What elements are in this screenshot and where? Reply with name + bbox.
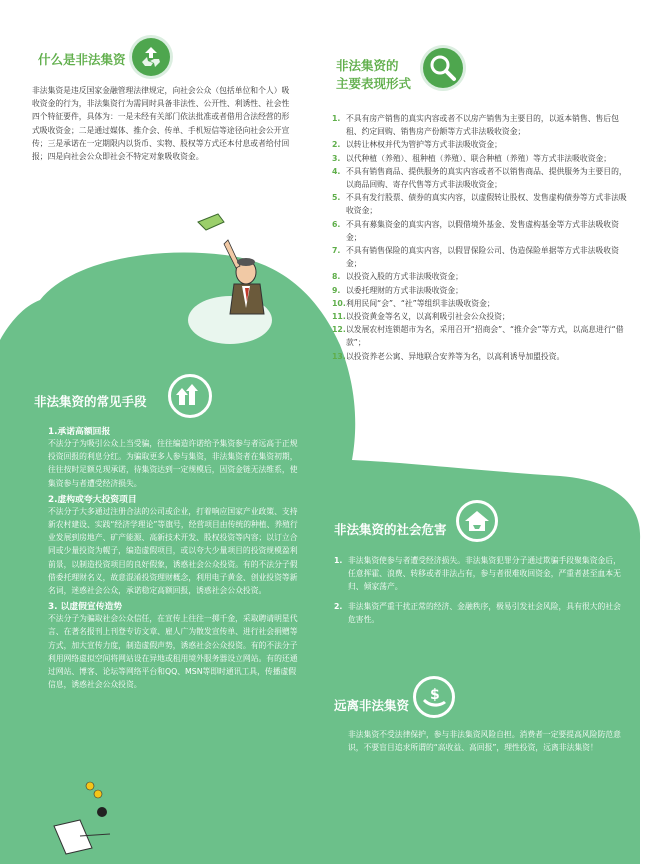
recycle-icon xyxy=(132,38,170,76)
list-item-number: 1. xyxy=(332,114,341,123)
section-methods xyxy=(34,392,302,691)
dollar-hand-icon xyxy=(413,676,455,718)
list-item-text: 利用民间“会”、“社”等组织非法吸收资金； xyxy=(346,298,495,308)
section2-title-line2: 主要表现形式 xyxy=(336,76,412,91)
list-item xyxy=(332,297,632,310)
list-item-number: 4. xyxy=(332,166,341,176)
section5-body: 非法集资不受法律保护，参与非法集资风险自担。消费者一定要提高风险防范意识，不要盲目追求所谓的“高收益、高回报”，理性投资，远离非法集资！ xyxy=(348,730,621,753)
list-item-text: 非法集资使参与者遭受经济损失。非法集资犯罪分子通过欺骗手段聚集资金后，任意挥霍、浪费、转移或者非法占有，参与者很难收回资金，严重者甚至血本无归、倾家荡产。 xyxy=(348,556,621,592)
magnifier-icon xyxy=(423,48,463,88)
falling-man-illustration xyxy=(188,210,274,330)
list-item-number: 12. xyxy=(332,325,346,335)
list-item-text: 不具有募集资金的真实内容，以假借境外基金、发售虚构基金等方式非法吸收资金； xyxy=(346,219,619,242)
coins-laptop-illustration xyxy=(40,776,150,856)
list-item-text: 以委托理财的方式非法吸收资金； xyxy=(346,285,463,295)
list-item xyxy=(332,270,632,283)
list-item-text: 以投资入股的方式非法吸收资金； xyxy=(346,272,463,282)
list-item-number: 6. xyxy=(332,219,341,229)
method3-subtitle: 3. 以虚假宣传造势 xyxy=(48,602,123,613)
arrows-up-icon xyxy=(168,374,212,418)
method1-body: 不法分子为吸引公众上当受骗，往往编造许诺给予集资参与者远高于正规投资回报的利息分红。为骗取更多人参与集资，非法集资者在集资初期，往往按时足额兑现承诺，待集资达到一定规模后，因资金链无法维系，使集资参与者遭受经济损失。 xyxy=(48,439,298,488)
list-item xyxy=(334,554,624,594)
section4-title: 非法集资的社会危害 xyxy=(334,522,447,537)
list-item-number: 2. xyxy=(332,140,341,150)
list-item-text: 以发展农村连锁超市为名，采用召开“招商会”、“推介会”等方式，以高息进行“借款”； xyxy=(346,325,624,348)
method2-subtitle: 2.虚构或夸大投资项目 xyxy=(48,494,137,505)
svg-text:$: $ xyxy=(430,687,440,703)
list-item-number: 9. xyxy=(332,285,341,295)
list-item-text: 以转让林权并代为管护等方式非法吸收资金； xyxy=(346,140,502,150)
section-forms xyxy=(332,56,632,363)
list-item xyxy=(332,284,632,297)
list-item-text: 不具有房产销售的真实内容或者不以房产销售为主要目的，以返本销售、售后包租、约定回购、销售房产份额等方式非法吸收资金； xyxy=(346,114,619,137)
list-item xyxy=(332,310,632,323)
list-item-text: 以代种植（养殖）、租种植（养殖）、联合种植（养殖）等方式非法吸收资金； xyxy=(346,153,612,163)
list-item-number: 1. xyxy=(334,556,343,565)
list-item-text: 不具有销售保险的真实内容，以假冒保险公司、伪造保险单据等方式非法吸收资金； xyxy=(346,246,619,269)
section1-body: 非法集资是违反国家金融管理法律规定，向社会公众（包括单位和个人）吸收资金的行为，非法集资行为需同时具备非法性、公开性、利诱性、社会性四个特征要件，具体为：一是未经有关部门依法批准或者借用合法经营的形式吸收资金；二是通过媒体、推介会、传单、手机短信等途径向社会公开宣传；三是承诺在一定期限内以货币、实物、股权等方式还本付息或者给付回报；四是向社会公众即社会不特定对象吸收资金。 xyxy=(32,86,290,162)
forms-list xyxy=(332,112,632,363)
section2-title-line1: 非法集资的 xyxy=(336,58,399,73)
method2-body: 不法分子大多通过注册合法的公司或企业，打着响应国家产业政策、支持新农村建设、实践“经济学理论”等旗号，经营项目由传统的种植、养殖行业发展到房地产、矿产能源、高新技术开发、股权投资等内容；以订立合同或少量投资为幌子，编造虚假项目，或以夸大少量项目的投资规模盈利前景，以制造投资项目的良好假象，诱惑社会公众投资。有的不法分子假借委托理财名义，故意混淆投资理财概念，利用电子黄金、创业投资等新名词，迷惑社会公众，承诺稳定高额回报，诱惑社会公众投资。 xyxy=(48,506,298,596)
section-stay-away xyxy=(334,696,624,754)
list-item xyxy=(332,138,632,151)
list-item-number: 11. xyxy=(332,312,346,322)
section5-title: 远离非法集资 xyxy=(334,698,410,713)
list-item xyxy=(332,350,632,363)
list-item xyxy=(332,244,632,270)
list-item-text: 非法集资严重干扰正常的经济、金融秩序，极易引发社会风险，具有很大的社会危害性。 xyxy=(348,601,621,624)
list-item-number: 10. xyxy=(332,298,346,308)
list-item xyxy=(332,112,632,138)
list-item xyxy=(332,323,632,349)
list-item-text: 不具有销售商品、提供服务的真实内容或者不以销售商品、提供服务为主要目的，以商品回购、寄存代售等方式非法吸收资金； xyxy=(346,166,627,190)
method3-body: 不法分子为骗取社会公众信任，在宣传上往往一掷千金，采取聘请明星代言、在著名报刊上刊登专访文章、雇人广为散发宣传单、进行社会捐赠等方式，加大宣传力度，制造虚假声势，诱惑社会公众投资。有的不法分子利用网络虚拟空间将网站设在异地或租用境外服务器设立网站。有的还通过网站、博客、论坛等网络平台和QQ、MSN等即时通讯工具，传播虚假信息，诱惑社会公众投资。 xyxy=(48,614,298,690)
house-icon xyxy=(456,500,498,542)
list-item xyxy=(334,600,624,626)
list-item xyxy=(332,218,632,244)
list-item-number: 3. xyxy=(332,153,341,163)
list-item-text: 以投资黄金等名义，以高利吸引社会公众投资； xyxy=(346,312,510,322)
list-item-number: 8. xyxy=(332,272,341,282)
list-item-number: 7. xyxy=(332,246,341,256)
method1-subtitle: 1.承诺高额回报 xyxy=(48,427,111,437)
list-item xyxy=(332,165,632,191)
harm-list xyxy=(334,554,624,626)
section3-title: 非法集资的常见手段 xyxy=(34,394,147,409)
list-item-text: 以投资养老公寓、异地联合安养等为名，以高利诱导加盟投资。 xyxy=(346,351,565,361)
list-item-text: 不具有发行股票、债券的真实内容，以虚假转让股权、发售虚构债券等方式非法吸收资金； xyxy=(346,193,627,216)
list-item xyxy=(332,191,632,217)
list-item xyxy=(332,152,632,165)
list-item-number: 5. xyxy=(332,193,341,203)
list-item-number: 13. xyxy=(332,351,346,361)
section1-title: 什么是非法集资 xyxy=(38,52,126,67)
list-item-number: 2. xyxy=(334,601,343,611)
